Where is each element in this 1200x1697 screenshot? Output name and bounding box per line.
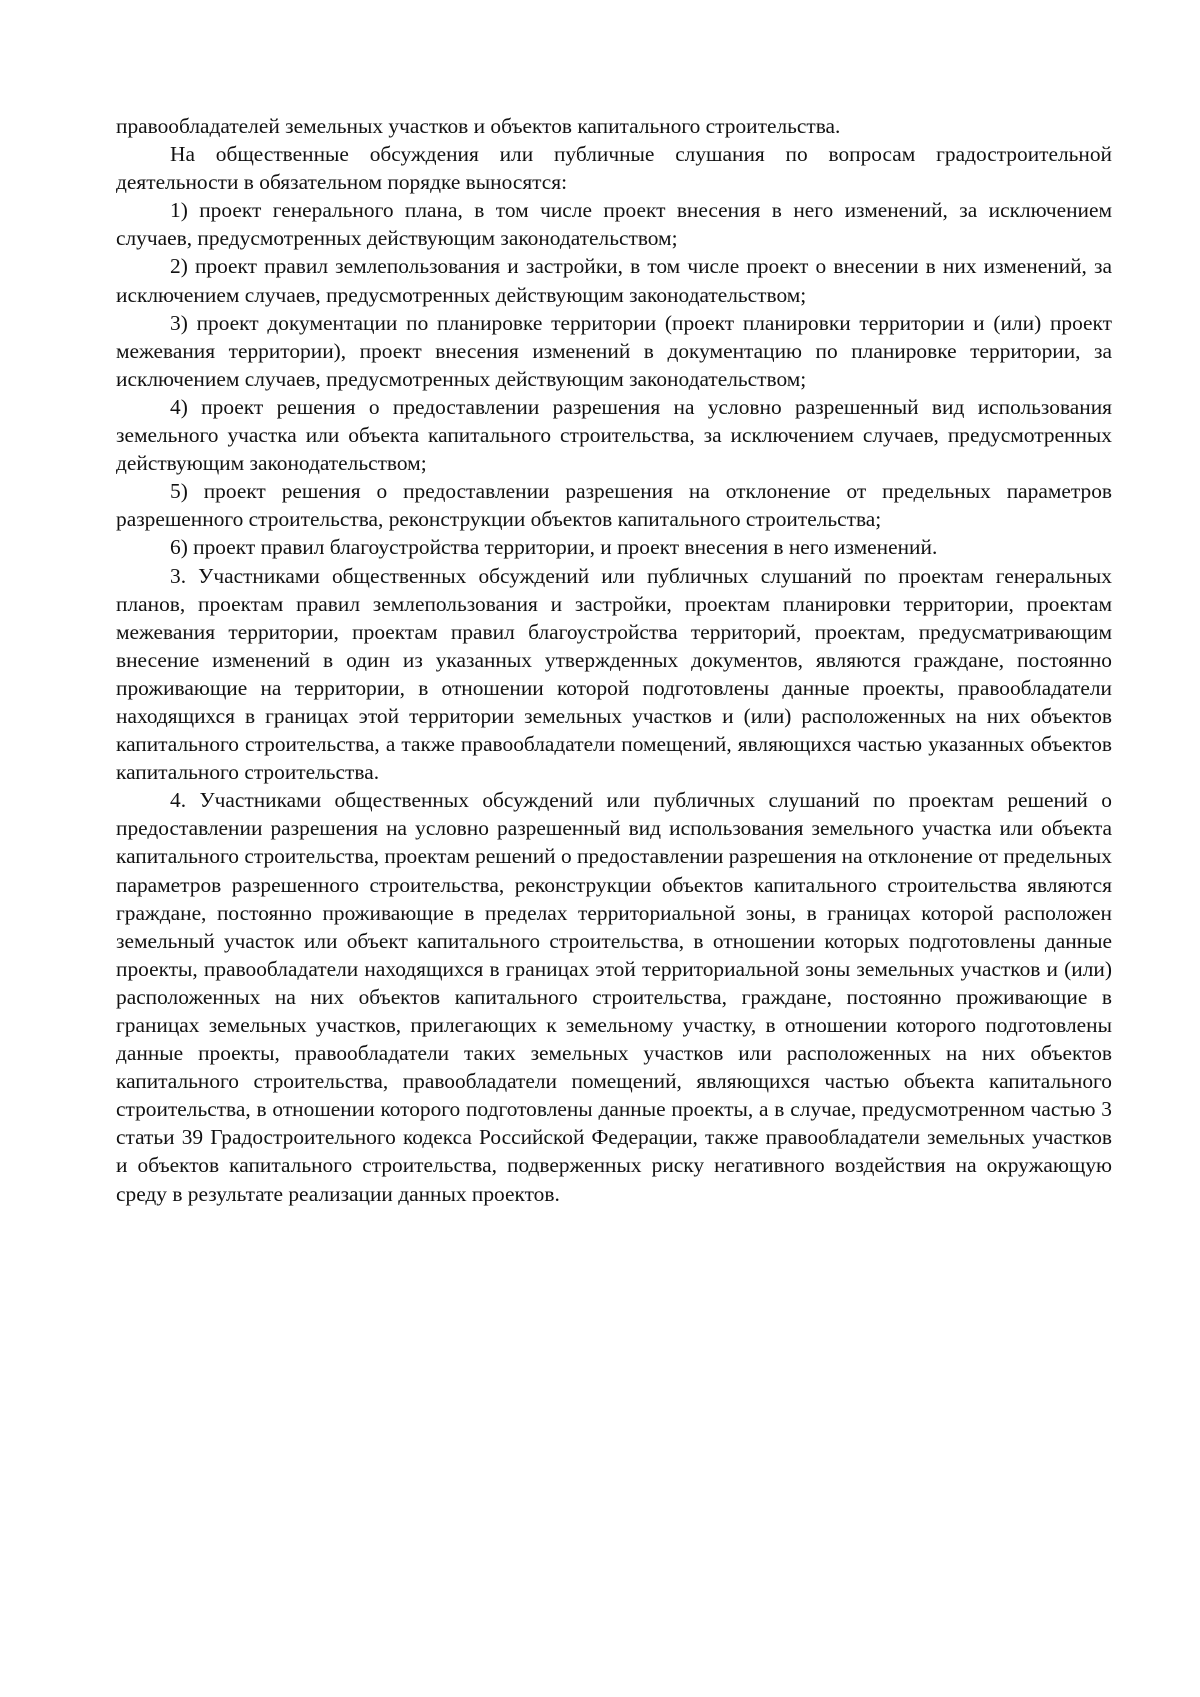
list-item-4: 4) проект решения о предоставлении разрешения на условно разрешенный вид использования земельного участка или объекта капитального строительства, за исключением случаев, предусмотренных действующим законодательством; [116,394,1112,476]
list-item-2: 2) проект правил землепользования и застройки, в том числе проект о внесении в них изменений, за исключением случаев, предусмотренных действующим законодательством; [116,254,1112,307]
document-page [116,112,1112,1208]
paragraph-continuation: правообладателей земельных участков и объектов капитального строительства. [116,114,841,138]
list-item-1: 1) проект генерального плана, в том числе проект внесения в него изменений, за исключением случаев, предусмотренных действующим законодательством; [116,198,1112,251]
paragraph-hearings-intro: На общественные обсуждения или публичные слушания по вопросам градостроительной деятельности в обязательном порядке выносятся: [116,142,1112,195]
paragraph-section-4: 4. Участниками общественных обсуждений или публичных слушаний по проектам решений о предоставлении разрешения на условно разрешенный вид использования земельного участка или объекта капитального строительства, проектам решений о предоставлении разрешения на отклонение от предельных параметров разрешенного строительства, реконструкции объектов капитального строительства являются граждане, постоянно проживающие в пределах территориальной зоны, в границах которой расположен земельный участок или объект капитального строительства, в отношении которых подготовлены данные проекты, правообладатели находящихся в границах этой территориальной зоны земельных участков и (или) расположенных на них объектов капитального строительства, граждане, постоянно проживающие в границах земельных участков, прилегающих к земельному участку, в отношении которого подготовлены данные проекты, правообладатели таких земельных участков или расположенных на них объектов капитального строительства, правообладатели помещений, являющихся частью объекта капитального строительства, в отношении которого подготовлены данные проекты, а в случае, предусмотренном частью 3 статьи 39 Градостроительного кодекса Российской Федерации, также правообладатели земельных участков и объектов капитального строительства, подверженных риску негативного воздействия на окружающую среду в результате реализации данных проектов. [116,788,1112,1206]
paragraph-section-3: 3. Участниками общественных обсуждений или публичных слушаний по проектам генеральных планов, проектам правил землепользования и застройки, проектам планировки территории, проектам межевания территории, проектам правил благоустройства территорий, проектам, предусматривающим внесение изменений в один из указанных утвержденных документов, являются граждане, постоянно проживающие на территории, в отношении которой подготовлены данные проекты, правообладатели находящихся в границах этой территории земельных участков и (или) расположенных на них объектов капитального строительства, а также правообладатели помещений, являющихся частью указанных объектов капитального строительства. [116,563,1112,785]
list-item-6: 6) проект правил благоустройства территории, и проект внесения в него изменений. [170,535,938,560]
list-item-3: 3) проект документации по планировке территории (проект планировки территории и (или) проект межевания территории), проект внесения изменений в документацию по планировке территории, за исключением случаев, предусмотренных действующим законодательством; [116,310,1112,391]
list-item-5: 5) проект решения о предоставлении разрешения на отклонение от предельных параметров разрешенного строительства, реконструкции объектов капитального строительства; [116,479,1112,532]
